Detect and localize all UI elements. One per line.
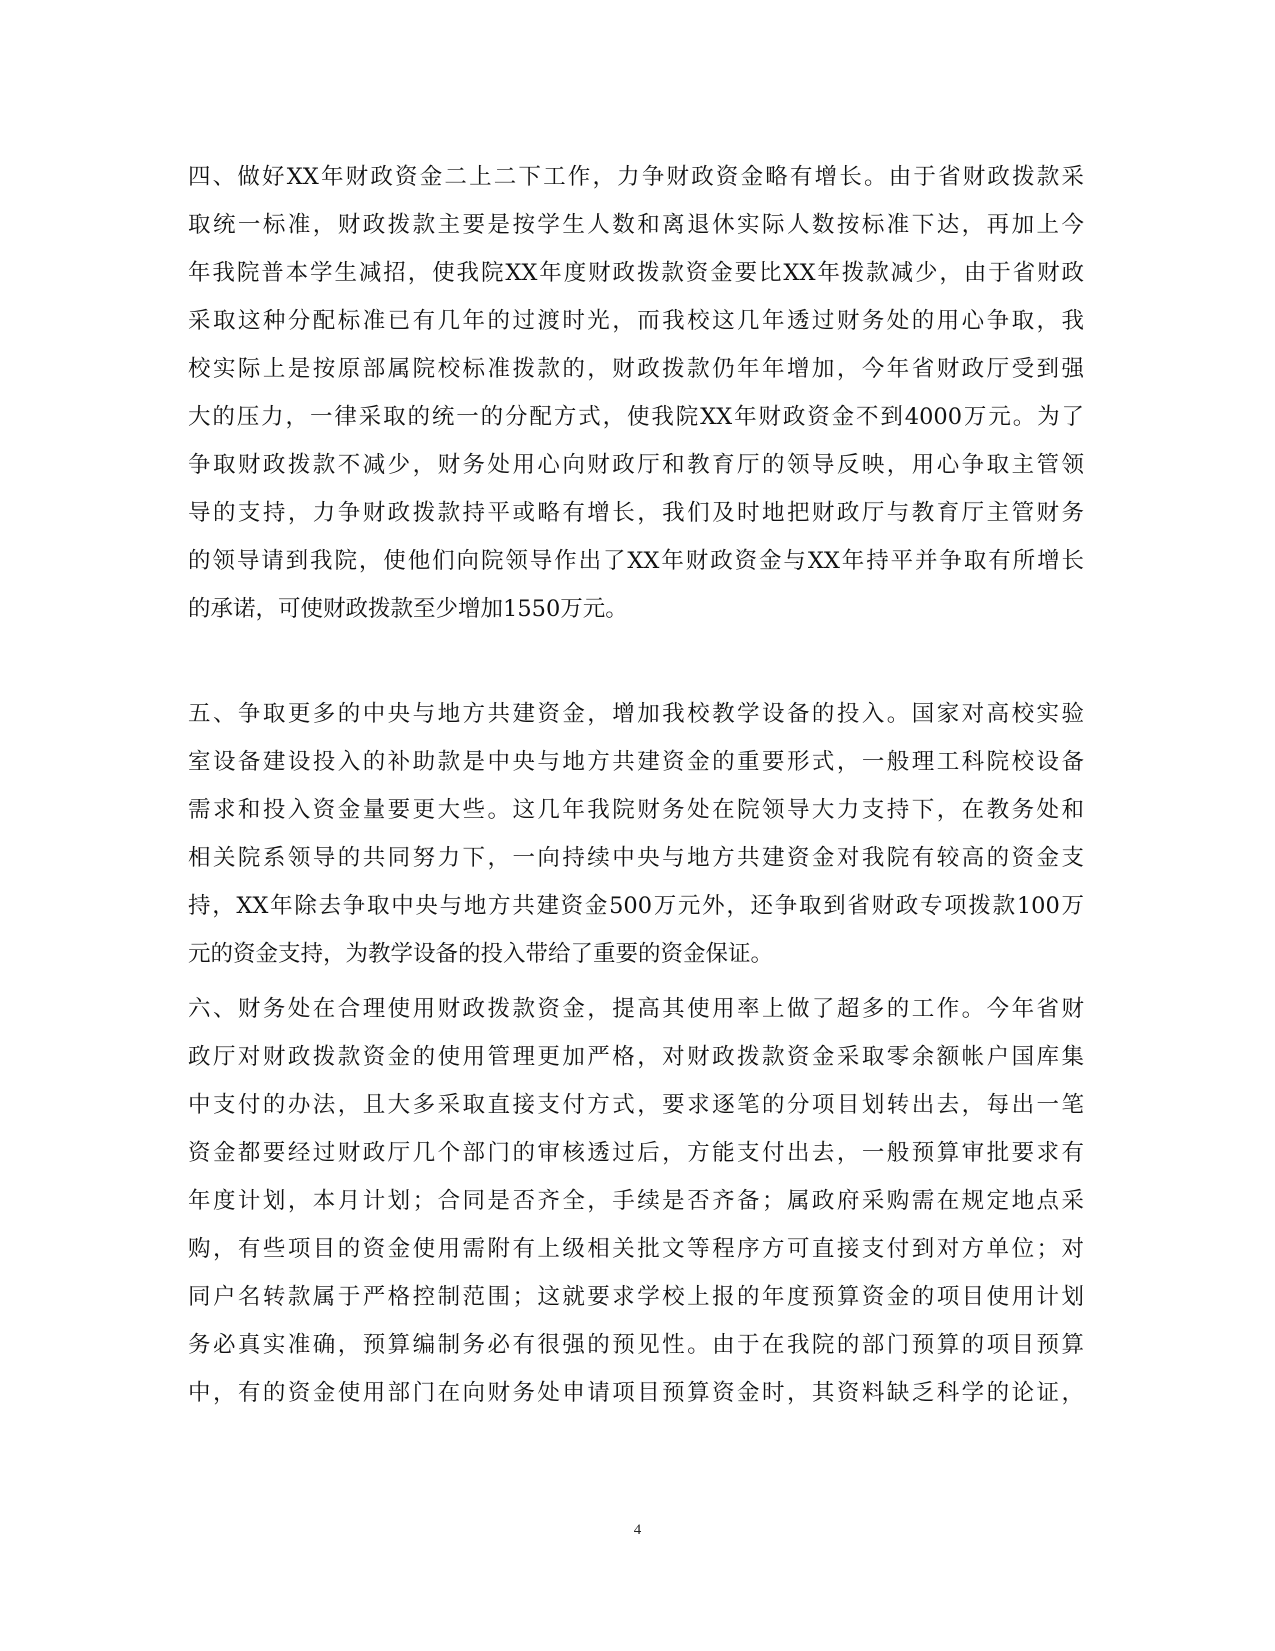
paragraph-section-4 bbox=[188, 153, 1084, 633]
page-number: 4 bbox=[633, 1522, 642, 1538]
paragraph-line: 中，有的资金使用部门在向财务处申请项目预算资金时，其资料缺乏科学的论证， bbox=[188, 1380, 1084, 1406]
paragraph-line: 大的压力，一律采取的统一的分配方式，使我院XX年财政资金不到4000万元。为了 bbox=[188, 404, 1084, 430]
paragraph-section-5 bbox=[188, 690, 1084, 978]
paragraph-line: 购，有些项目的资金使用需附有上级相关批文等程序方可直接支付到对方单位；对 bbox=[188, 1236, 1084, 1262]
paragraph-line: 年我院普本学生减招，使我院XX年度财政拨款资金要比XX年拨款减少，由于省财政 bbox=[188, 260, 1084, 286]
paragraph-line: 元的资金支持，为教学设备的投入带给了重要的资金保证。 bbox=[188, 941, 774, 967]
paragraph-line: 五、争取更多的中央与地方共建资金，增加我校教学设备的投入。国家对高校实验 bbox=[188, 701, 1084, 727]
paragraph-line: 导的支持，力争财政拨款持平或略有增长，我们及时地把财政厅与教育厅主管财务 bbox=[188, 500, 1084, 526]
paragraph-line: 务必真实准确，预算编制务必有很强的预见性。由于在我院的部门预算的项目预算 bbox=[188, 1332, 1084, 1358]
paragraph-line: 需求和投入资金量要更大些。这几年我院财务处在院领导大力支持下，在教务处和 bbox=[188, 797, 1084, 823]
paragraph-line: 采取这种分配标准已有几年的过渡时光，而我校这几年透过财务处的用心争取，我 bbox=[188, 308, 1084, 334]
paragraph-line: 室设备建设投入的补助款是中央与地方共建资金的重要形式，一般理工科院校设备 bbox=[188, 749, 1084, 775]
paragraph-line: 校实际上是按原部属院校标准拨款的，财政拨款仍年年增加，今年省财政厅受到强 bbox=[188, 356, 1084, 382]
paragraph-line: 同户名转款属于严格控制范围；这就要求学校上报的年度预算资金的项目使用计划 bbox=[188, 1284, 1084, 1310]
paragraph-line: 持，XX年除去争取中央与地方共建资金500万元外，还争取到省财政专项拨款100万 bbox=[188, 893, 1084, 919]
paragraph-line: 中支付的办法，且大多采取直接支付方式，要求逐笔的分项目划转出去，每出一笔 bbox=[188, 1092, 1084, 1118]
paragraph-line: 政厅对财政拨款资金的使用管理更加严格，对财政拨款资金采取零余额帐户国库集 bbox=[188, 1044, 1084, 1070]
paragraph-section-6 bbox=[188, 985, 1084, 1417]
paragraph-line: 相关院系领导的共同努力下，一向持续中央与地方共建资金对我院有较高的资金支 bbox=[188, 845, 1084, 871]
paragraph-line: 争取财政拨款不减少，财务处用心向财政厅和教育厅的领导反映，用心争取主管领 bbox=[188, 452, 1084, 478]
paragraph-line: 的承诺，可使财政拨款至少增加1550万元。 bbox=[188, 596, 628, 622]
paragraph-line: 四、做好XX年财政资金二上二下工作，力争财政资金略有增长。由于省财政拨款采 bbox=[188, 164, 1084, 190]
paragraph-line: 年度计划，本月计划；合同是否齐全，手续是否齐备；属政府采购需在规定地点采 bbox=[188, 1188, 1084, 1214]
paragraph-line: 取统一标准，财政拨款主要是按学生人数和离退休实际人数按标准下达，再加上今 bbox=[188, 212, 1084, 238]
paragraph-line: 资金都要经过财政厅几个部门的审核透过后，方能支付出去，一般预算审批要求有 bbox=[188, 1140, 1084, 1166]
paragraph-line: 六、财务处在合理使用财政拨款资金，提高其使用率上做了超多的工作。今年省财 bbox=[188, 996, 1084, 1022]
paragraph-line: 的领导请到我院，使他们向院领导作出了XX年财政资金与XX年持平并争取有所增长 bbox=[188, 548, 1084, 574]
